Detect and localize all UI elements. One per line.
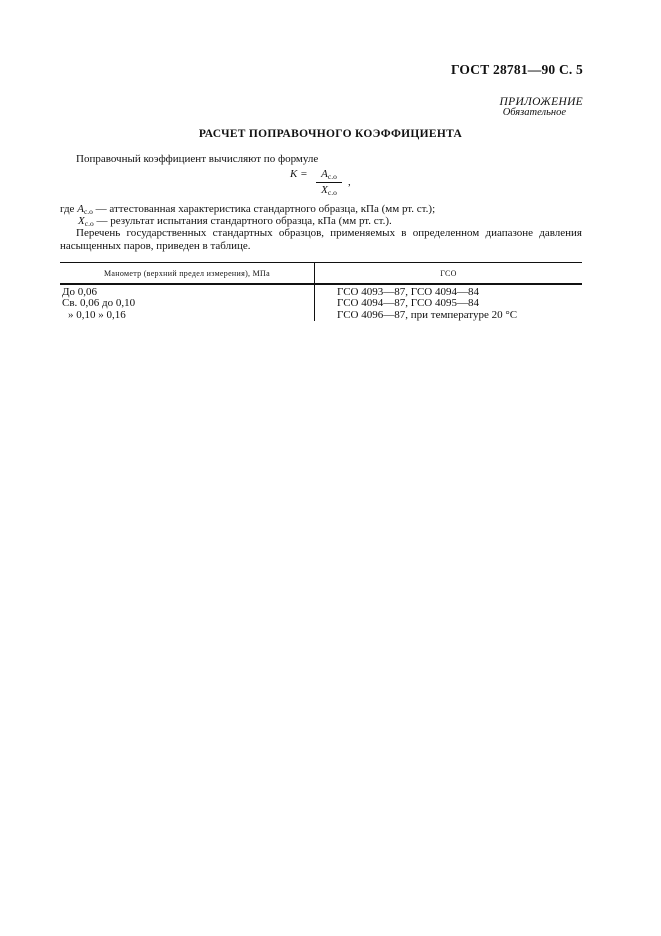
list-paragraph: Перечень государственных стандартных образцов, применяемых в определенном диапазоне давления насыщенных паров, приведен в таблице.: [60, 227, 582, 252]
fraction-bar: [316, 182, 342, 183]
legend-line-a: где $A_{c.o}$ — аттестованная характеристика стандартного образца, кПа (мм рт. ст.);: [60, 203, 436, 216]
formula-lhs: K: [290, 168, 298, 180]
table-header-row: [60, 263, 582, 285]
legend-line-x: $X_{c.o}$ — результат испытания стандартного образца, кПа (мм рт. ст.).: [78, 215, 392, 228]
table-row: [60, 298, 582, 309]
table-row: [60, 310, 582, 321]
table-cell-gso: ГСО 4093—87, ГСО 4094—84: [337, 286, 479, 298]
table-cell-gso: ГСО 4094—87, ГСО 4095—84: [337, 297, 479, 310]
appendix-label: ПРИЛОЖЕНИЕ: [499, 96, 583, 108]
formula-fraction: [316, 168, 342, 197]
section-title: РАСЧЕТ ПОПРАВОЧНОГО КОЭФФИЦИЕНТА: [198, 128, 463, 140]
table-cell-gso: ГСО 4096—87, при температуре 20 °С: [337, 308, 518, 321]
table-cell-range: » 0,10 » 0,16: [60, 310, 315, 321]
correction-formula: [290, 168, 351, 202]
table-cell-range: До 0,06: [60, 284, 315, 298]
table-row: [60, 284, 582, 298]
formula-numerator: $A_{c.o}$: [321, 168, 337, 181]
document-reference: ГОСТ 28781—90 С. 5: [450, 62, 583, 77]
formula-denominator: $X_{c.o}$: [321, 184, 337, 197]
intro-paragraph: Поправочный коэффициент вычисляют по формуле: [76, 153, 319, 165]
table-cell-range: Св. 0,06 до 0,10: [60, 298, 315, 309]
gso-table: [60, 262, 582, 321]
appendix-status: Обязательное: [502, 107, 566, 118]
column-header-gso: ГСО: [315, 263, 583, 285]
formula-trail: ,: [348, 176, 351, 188]
formula-equals: =: [300, 168, 308, 180]
column-header-manometer: Манометр (верхний предел измерения), МПа: [60, 263, 315, 285]
